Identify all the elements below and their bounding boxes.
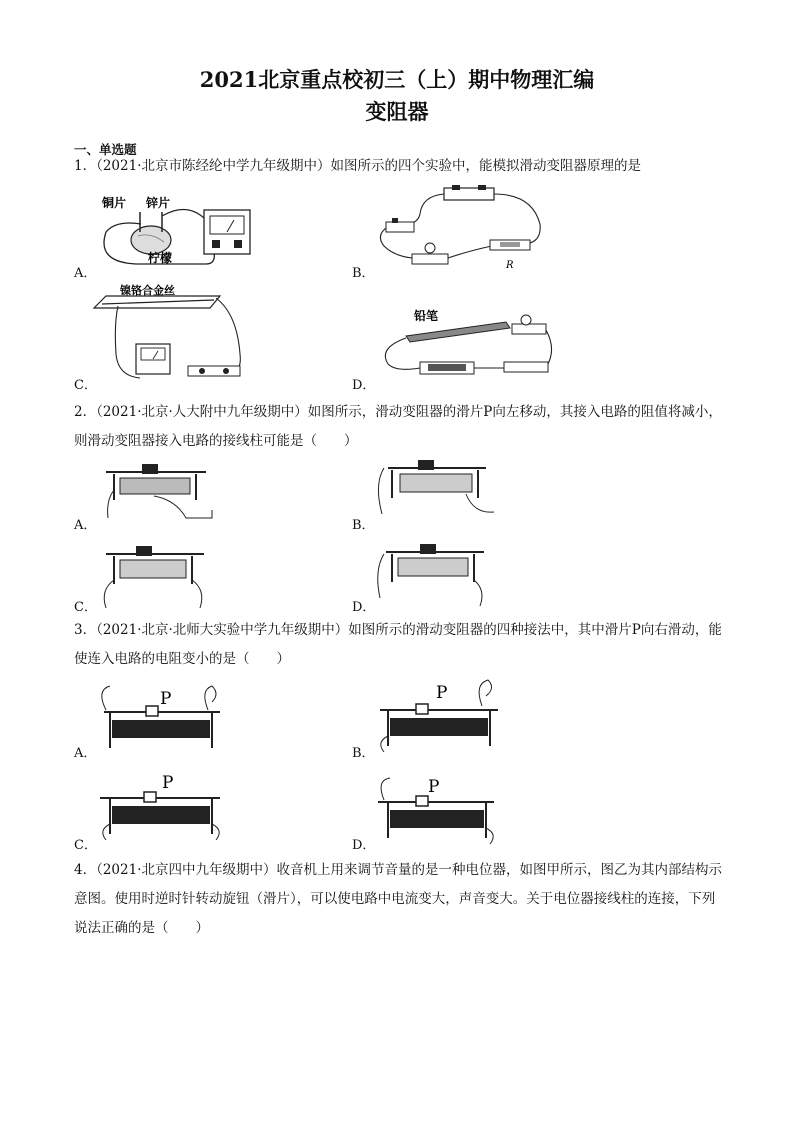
page-title: 2021北京重点校初三（上）期中物理汇编 xyxy=(199,67,595,92)
page-subtitle: 变阻器 xyxy=(365,99,429,124)
q1-option-d: D． xyxy=(352,378,376,393)
q3-option-b: B． xyxy=(352,746,375,761)
question-3-text: 3．（2021·北京·北师大实验中学九年级期中）如图所示的滑动变阻器的四种接法中，其中滑片P向右滑动，能使连入电路的电阻变小的是（ ） xyxy=(74,622,722,667)
q1-option-b: B． xyxy=(352,266,375,281)
question-4-text: 4．（2021·北京四中九年级期中）收音机上用来调节音量的是一种电位器，如图甲所示，图乙为其内部结构示意图。使用时逆时针转动旋钮（滑片），可以使电路中电流变大，声音变大。关于电位器接线柱的连接，下列说法正确的是（ ） xyxy=(74,862,722,936)
slider-label-p: P xyxy=(436,683,448,703)
q3-figure-a-rheostat xyxy=(96,680,226,756)
q1-option-a: A． xyxy=(74,266,97,281)
slider-label-p: P xyxy=(160,689,172,709)
q2-figure-b-rheostat xyxy=(374,454,504,524)
label-lemon: 柠檬 xyxy=(148,251,173,265)
q1-option-c: C． xyxy=(74,378,97,393)
q2-option-b: B． xyxy=(352,518,375,533)
q3-figure-c-rheostat xyxy=(96,766,226,844)
question-1-text: 1．（2021·北京市陈经纶中学九年级期中）如图所示的四个实验中，能模拟滑动变阻器原理的是 xyxy=(74,158,641,174)
label-nichrome-wire: 镍铬合金丝 xyxy=(120,284,175,297)
q3-option-d: D． xyxy=(352,838,376,853)
label-pencil: 铅笔 xyxy=(414,309,439,323)
q1-figure-c-nichrome-wire xyxy=(92,284,252,384)
q2-figure-a-rheostat xyxy=(96,460,226,526)
section-heading: 一、单选题 xyxy=(74,142,137,157)
q2-figure-d-rheostat xyxy=(372,536,492,608)
q3-option-a: A． xyxy=(74,746,97,761)
q3-figure-d-rheostat xyxy=(374,772,504,848)
q3-option-c: C． xyxy=(74,838,97,853)
label-resistor-r: R xyxy=(506,260,514,271)
q1-figure-d-pencil-lead xyxy=(376,302,556,382)
q2-option-a: A． xyxy=(74,518,97,533)
q1-figure-a-lemon-battery xyxy=(96,192,266,272)
q2-option-c: C． xyxy=(74,600,97,615)
label-copper-plate: 铜片 xyxy=(102,196,127,210)
q1-figure-b-circuit xyxy=(372,184,552,274)
label-zinc-plate: 锌片 xyxy=(146,196,171,210)
slider-label-p: P xyxy=(162,773,174,793)
slider-label-p: P xyxy=(428,777,440,797)
q3-figure-b-rheostat xyxy=(374,676,504,754)
q2-figure-c-rheostat xyxy=(96,540,216,610)
question-2-text: 2．（2021·北京·人大附中九年级期中）如图所示，滑动变阻器的滑片P向左移动，其接入电路的阻值将减小，则滑动变阻器接入电路的接线柱可能是（ ） xyxy=(74,404,722,449)
q2-option-d: D． xyxy=(352,600,376,615)
